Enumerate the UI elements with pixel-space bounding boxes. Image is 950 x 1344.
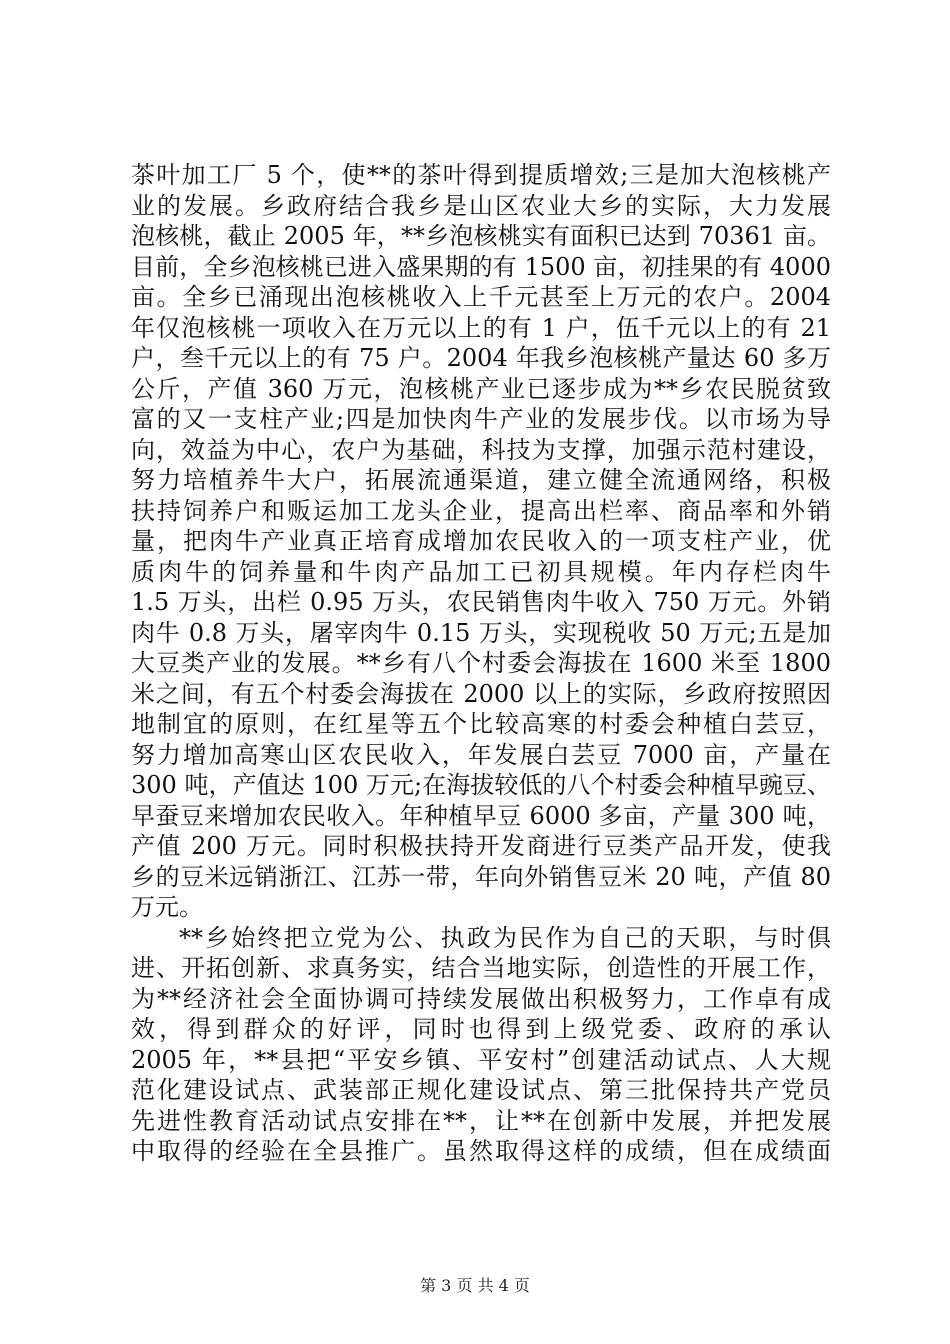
text-line: 肉牛 0.8 万头，屠宰肉牛 0.15 万头，实现税收 50 万元;五是加 bbox=[131, 618, 831, 647]
paragraph-2 bbox=[131, 923, 831, 1167]
text-line: 万元。 bbox=[131, 893, 203, 921]
text-line: 2005 年，**县把“平安乡镇、平安村”创建活动试点、人大规 bbox=[131, 1045, 831, 1074]
text-line: 乡的豆米远销浙江、江苏一带，年向外销售豆米 20 吨，产值 80 bbox=[131, 862, 831, 891]
text-line: 泡核桃，截止 2005 年，**乡泡核桃实有面积已达到 70361 亩。 bbox=[131, 222, 831, 250]
text-line: 户，叁千元以上的有 75 户。2004 年我乡泡核桃产量达 60 多万 bbox=[131, 344, 831, 372]
text-line: 范化建设试点、武装部正规化建设试点、第三批保持共产党员 bbox=[131, 1076, 831, 1104]
text-line: 大豆类产业的发展。**乡有八个村委会海拔在 1600 米至 1800 bbox=[131, 649, 831, 677]
text-line: 效，得到群众的好评，同时也得到上级党委、政府的承认 bbox=[131, 1015, 831, 1043]
text-line: 亩。全乡已涌现出泡核桃收入上千元甚至上万元的农户。2004 bbox=[131, 283, 831, 311]
text-line: 质肉牛的饲养量和牛肉产品加工已初具规模。年内存栏肉牛 bbox=[131, 557, 831, 586]
text-line: 扶持饲养户和贩运加工龙头企业，提高出栏率、商品率和外销 bbox=[131, 496, 831, 525]
text-line: 先进性教育活动试点安排在**，让**在创新中发展，并把发展 bbox=[131, 1106, 831, 1135]
body-text bbox=[131, 160, 831, 1167]
text-line: 产值 200 万元。同时积极扶持开发商进行豆类产品开发，使我 bbox=[131, 832, 831, 860]
text-line: 进、开拓创新、求真务实，结合当地实际，创造性的开展工作， bbox=[131, 954, 831, 982]
text-line: 业的发展。乡政府结合我乡是山区农业大乡的实际，大力发展 bbox=[131, 191, 831, 220]
text-line: 中取得的经验在全县推广。虽然取得这样的成绩，但在成绩面 bbox=[131, 1137, 831, 1165]
text-line: 目前，全乡泡核桃已进入盛果期的有 1500 亩，初挂果的有 4000 bbox=[131, 252, 831, 281]
text-line: 富的又一支柱产业;四是加快肉牛产业的发展步伐。以市场为导 bbox=[131, 405, 831, 433]
text-line: **乡始终把立党为公、执政为民作为自己的天职，与时俱 bbox=[179, 923, 831, 952]
page-footer: 第 3 页 共 4 页 bbox=[420, 1276, 530, 1295]
text-line: 300 吨，产值达 100 万元;在海拔较低的八个村委会种植早豌豆、 bbox=[131, 771, 831, 799]
text-line: 为**经济社会全面协调可持续发展做出积极努力，工作卓有成 bbox=[131, 984, 831, 1013]
text-line: 地制宜的原则，在红星等五个比较高寒的村委会种植白芸豆， bbox=[131, 710, 831, 738]
text-line: 早蚕豆来增加农民收入。年种植早豆 6000 多亩，产量 300 吨， bbox=[131, 801, 831, 830]
text-line: 米之间，有五个村委会海拔在 2000 以上的实际，乡政府按照因 bbox=[131, 679, 831, 708]
text-line: 1.5 万头，出栏 0.95 万头，农民销售肉牛收入 750 万元。外销 bbox=[131, 588, 831, 616]
text-line: 量，把肉牛产业真正培育成增加农民收入的一项支柱产业，优 bbox=[131, 527, 831, 555]
text-line: 向，效益为中心，农户为基础，科技为支撑，加强示范村建设， bbox=[131, 435, 831, 464]
text-line: 努力培植养牛大户，拓展流通渠道，建立健全流通网络，积极 bbox=[131, 466, 831, 494]
text-line: 努力增加高寒山区农民收入，年发展白芸豆 7000 亩，产量在 bbox=[131, 740, 831, 769]
text-line: 茶叶加工厂 5 个，使**的茶叶得到提质增效;三是加大泡核桃产 bbox=[131, 161, 831, 189]
paragraph-1 bbox=[131, 160, 831, 923]
text-line: 公斤，产值 360 万元，泡核桃产业已逐步成为**乡农民脱贫致 bbox=[131, 374, 831, 403]
text-line: 年仅泡核桃一项收入在万元以上的有 1 户，伍千元以上的有 21 bbox=[131, 313, 831, 342]
